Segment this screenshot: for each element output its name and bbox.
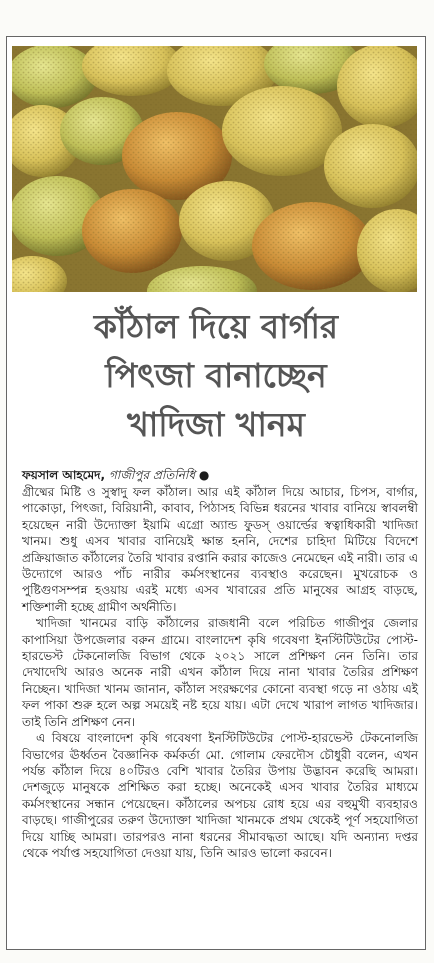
author-role: গাজীপুর প্রতিনিধি bbox=[108, 468, 196, 482]
paragraph: গ্রীষ্মের মিষ্টি ও সুস্বাদু ফল কাঁঠাল। আর এই কাঁঠাল দিয়ে আচার, চিপস, বার্গার, পাকোড়া, পিৎজা, বিরিয়ানী, কাবাব, পিঠাসহ বিভিন্ন ধরনের খাবার বানিয়ে স্বাবলম্বী হয়েছেন নারী উদ্যোক্তা ইয়ামি এগ্রো অ্যান্ড ফুডস্ ওয়ার্ল্ডের স্বত্বাধিকারী খাদিজা খানম। শুধু এসব খাবার বানিয়েই ক্ষান্ত হননি, দেশের চাহিদা মিটিয়ে বিদেশে প্রক্রিয়াজাত কাঁঠালের তৈরি খাবার রপ্তানি করার কাজেও নেমেছেন এই নারী। তার এ উদ্যোগে আরও পাঁচ নারীর কর্মসংস্থানের ব্যবস্থাও করেছেন। মুখরোচক ও পুষ্টিগুণসম্পন্ন হওয়ায় এরই মধ্যে এসব খাবারের প্রতি মানুষের আগ্রহ বাড়ছে, শক্তিশালী হচ্ছে গ্রামীণ অর্থনীতি। bbox=[22, 485, 418, 614]
jackfruit-photo bbox=[12, 46, 417, 292]
jackfruit-photo-icon bbox=[12, 46, 417, 292]
byline-marker-icon: ● bbox=[198, 468, 210, 482]
headline-line-3: খাদিজা খানম bbox=[127, 405, 305, 444]
article-body bbox=[22, 484, 418, 861]
headline-line-1: কাঁঠাল দিয়ে বার্গার bbox=[93, 307, 339, 346]
byline bbox=[22, 468, 418, 483]
headline-line-2: পিৎজা বানাচ্ছেন bbox=[105, 356, 327, 395]
paragraph: খাদিজা খানমের বাড়ি কাঁঠালের রাজধানী বলে পরিচিত গাজীপুর জেলার কাপাসিয়া উপজেলার বরুন গ্রামে। বাংলাদেশ কৃষি গবেষণা ইনস্টিটিউটের পোস্ট-হারভেস্ট টেকনোলজি বিভাগ থেকে ২০২১ সালে প্রশিক্ষণ নেন তিনি। তার দেখাদেখি আরও অনেক নারী এখন কাঁঠাল দিয়ে নানা খাবার তৈরির প্রশিক্ষণ নিচ্ছেন। খাদিজা খানম জানান, কাঁঠাল সংরক্ষণের কোনো ব্যবস্থা গড়ে না ওঠায় এই ফল পাকা শুরু হলে অল্প সময়েই নষ্ট হয়ে যায়। এটা দেখে খারাপ লাগত খাদিজার। তাই তিনি প্রশিক্ষণ নেন। bbox=[22, 616, 418, 729]
author-name: ফয়সাল আহমেদ, bbox=[22, 468, 106, 482]
headline bbox=[10, 302, 422, 449]
paragraph: এ বিষয়ে বাংলাদেশ কৃষি গবেষণা ইনস্টিটিউটের পোস্ট-হারভেস্ট টেকনোলজি বিভাগের ঊর্ধ্বতন বৈজ্ঞানিক কর্মকর্তা মো. গোলাম ফেরদৌস চৌধুরী বলেন, এখন পর্যন্ত কাঁঠাল দিয়ে ৪০টিরও বেশি খাবার তৈরির উপায় উদ্ভাবন করেছি আমরা। দেশজুড়ে মানুষকে প্রশিক্ষিত করা হচ্ছে। অনেকেই এসব খাবার তৈরির মাধ্যমে কর্মসংস্থানের সন্ধান পেয়েছেন। কাঁঠালের অপচয় রোধ হয়ে এর বহুমুখী ব্যবহারও বাড়ছে। গাজীপুরের তরুণ উদ্যোক্তা খাদিজা খানমকে প্রথম থেকেই পূর্ণ সহযোগিতা দিয়ে যাচ্ছি আমরা। তারপরও নানা ধরনের সীমাবদ্ধতা আছে। যদি অন্যান্য দপ্তর থেকে পর্যাপ্ত সহযোগিতা দেওয়া যায়, তিনি আরও ভালো করবেন। bbox=[22, 731, 418, 860]
